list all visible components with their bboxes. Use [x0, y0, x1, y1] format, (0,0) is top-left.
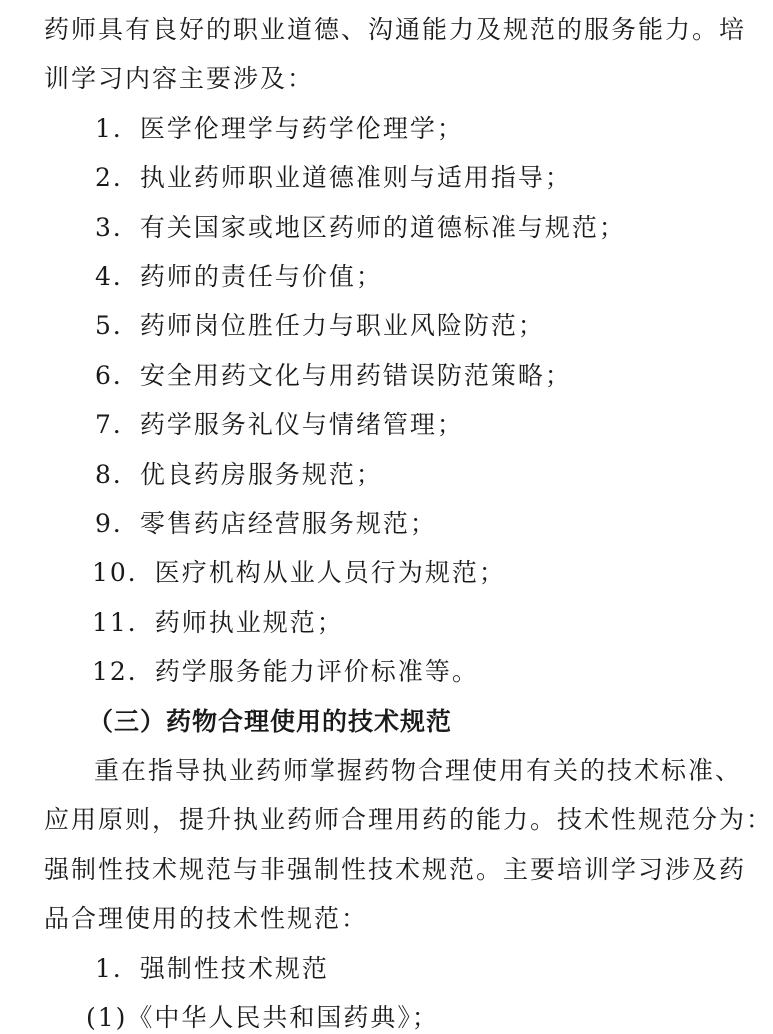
section-heading: （三）药物合理使用的技术规范 [88, 706, 453, 736]
list-item: 8．优良药房服务规范； [95, 459, 383, 489]
list-item: 6．安全用药文化与用药错误防范策略； [95, 360, 572, 390]
list-item: 2．执业药师职业道德准则与适用指导； [95, 163, 572, 193]
section-para-line-3: 强制性技术规范与非强制性技术规范。主要培训学习涉及药 [44, 854, 747, 884]
sub-item-heading: 1．强制性技术规范 [95, 953, 329, 983]
list-item: 4．药师的责任与价值； [95, 262, 383, 291]
intro-line-2: 训学习内容主要涉及： [44, 64, 315, 94]
list-item: 9．零售药店经营服务规范； [95, 509, 437, 538]
list-item: 1．医学伦理学与药学伦理学； [95, 113, 464, 143]
section-para-line-4: 品合理使用的技术性规范： [44, 904, 369, 934]
list-item: 7．药学服务礼仪与情绪管理； [95, 410, 464, 440]
section-para-line-2: 应用原则，提升执业药师合理用药的能力。技术性规范分为： [44, 805, 773, 835]
list-item: 11．药师执业规范； [92, 607, 344, 637]
list-item: 5．药师岗位胜任力与职业风险防范； [95, 311, 545, 341]
intro-line-1: 药师具有良好的职业道德、沟通能力及规范的服务能力。培 [44, 15, 747, 44]
list-item: 12．药学服务能力评价标准等。 [92, 657, 479, 687]
sub-sub-item: (1)《中华人民共和国药典》； [86, 1003, 439, 1032]
list-item: 10．医疗机构从业人员行为规范； [92, 558, 506, 588]
list-item: 3．有关国家或地区药师的道德标准与规范； [95, 212, 626, 242]
section-para-line-1: 重在指导执业药师掌握药物合理使用有关的技术标准、 [94, 756, 743, 785]
